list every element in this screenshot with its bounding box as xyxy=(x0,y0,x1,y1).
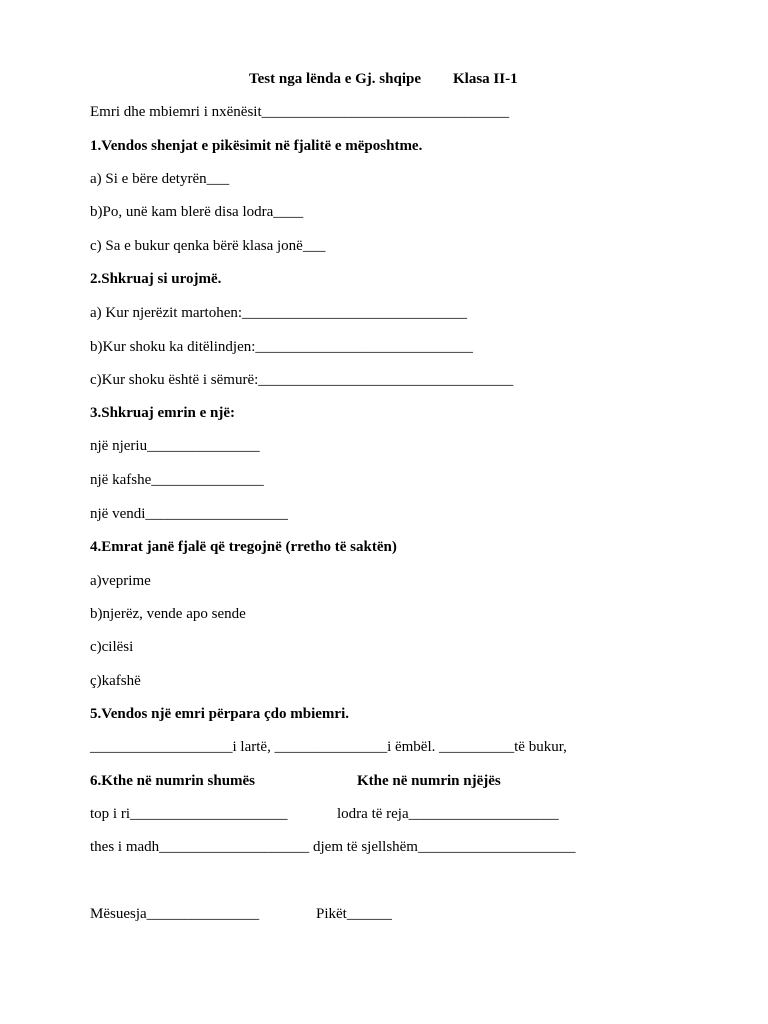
question-2-a: a) Kur njerëzit martohen:______________________________ xyxy=(90,305,468,321)
question-3-c: një vendi___________________ xyxy=(90,506,288,522)
student-name-line: Emri dhe mbiemri i nxënësit_________________________________ xyxy=(90,104,510,120)
points-line: Pikët______ xyxy=(316,906,392,922)
question-4-b: b)njerëz, vende apo sende xyxy=(90,606,246,622)
question-6-left-2: thes i madh____________________ xyxy=(90,839,310,855)
question-5-line: ___________________i lartë, _______________i ëmbël. __________të bukur, xyxy=(90,739,567,755)
teacher-signature-line: Mësuesja_______________ xyxy=(90,906,260,922)
question-1-b: b)Po, unë kam blerë disa lodra____ xyxy=(90,204,304,220)
class-label: Klasa II-1 xyxy=(453,71,518,87)
question-6-heading-singular: Kthe në numrin njëjës xyxy=(357,773,501,789)
question-1-heading: 1.Vendos shenjat e pikësimit në fjalitë e mëposhtme. xyxy=(90,138,423,154)
question-2-c: c)Kur shoku është i sëmurë:__________________________________ xyxy=(90,372,514,388)
question-1-c: c) Sa e bukur qenka bërë klasa jonë___ xyxy=(90,238,326,254)
question-6-heading-plural: 6.Kthe në numrin shumës xyxy=(90,773,256,789)
question-4-heading: 4.Emrat janë fjalë që tregojnë (rretho të saktën) xyxy=(90,539,397,555)
question-3-a: një njeriu_______________ xyxy=(90,438,260,454)
question-2-b: b)Kur shoku ka ditëlindjen:_____________________________ xyxy=(90,339,473,355)
question-2-heading: 2.Shkruaj si urojmë. xyxy=(90,271,222,287)
question-6-left-1: top i ri_____________________ xyxy=(90,806,288,822)
test-title: Test nga lënda e Gj. shqipe xyxy=(249,71,421,87)
question-6-right-1: lodra të reja____________________ xyxy=(337,806,559,822)
question-3-b: një kafshe_______________ xyxy=(90,472,264,488)
question-6-right-2: djem të sjellshëm_____________________ xyxy=(313,839,576,855)
question-4-c: c)cilësi xyxy=(90,639,134,655)
question-4-d: ç)kafshë xyxy=(90,673,141,689)
question-1-a: a) Si e bëre detyrën___ xyxy=(90,171,230,187)
question-5-heading: 5.Vendos një emri përpara çdo mbiemri. xyxy=(90,706,349,722)
question-4-a: a)veprime xyxy=(90,573,151,589)
question-3-heading: 3.Shkruaj emrin e një: xyxy=(90,405,235,421)
